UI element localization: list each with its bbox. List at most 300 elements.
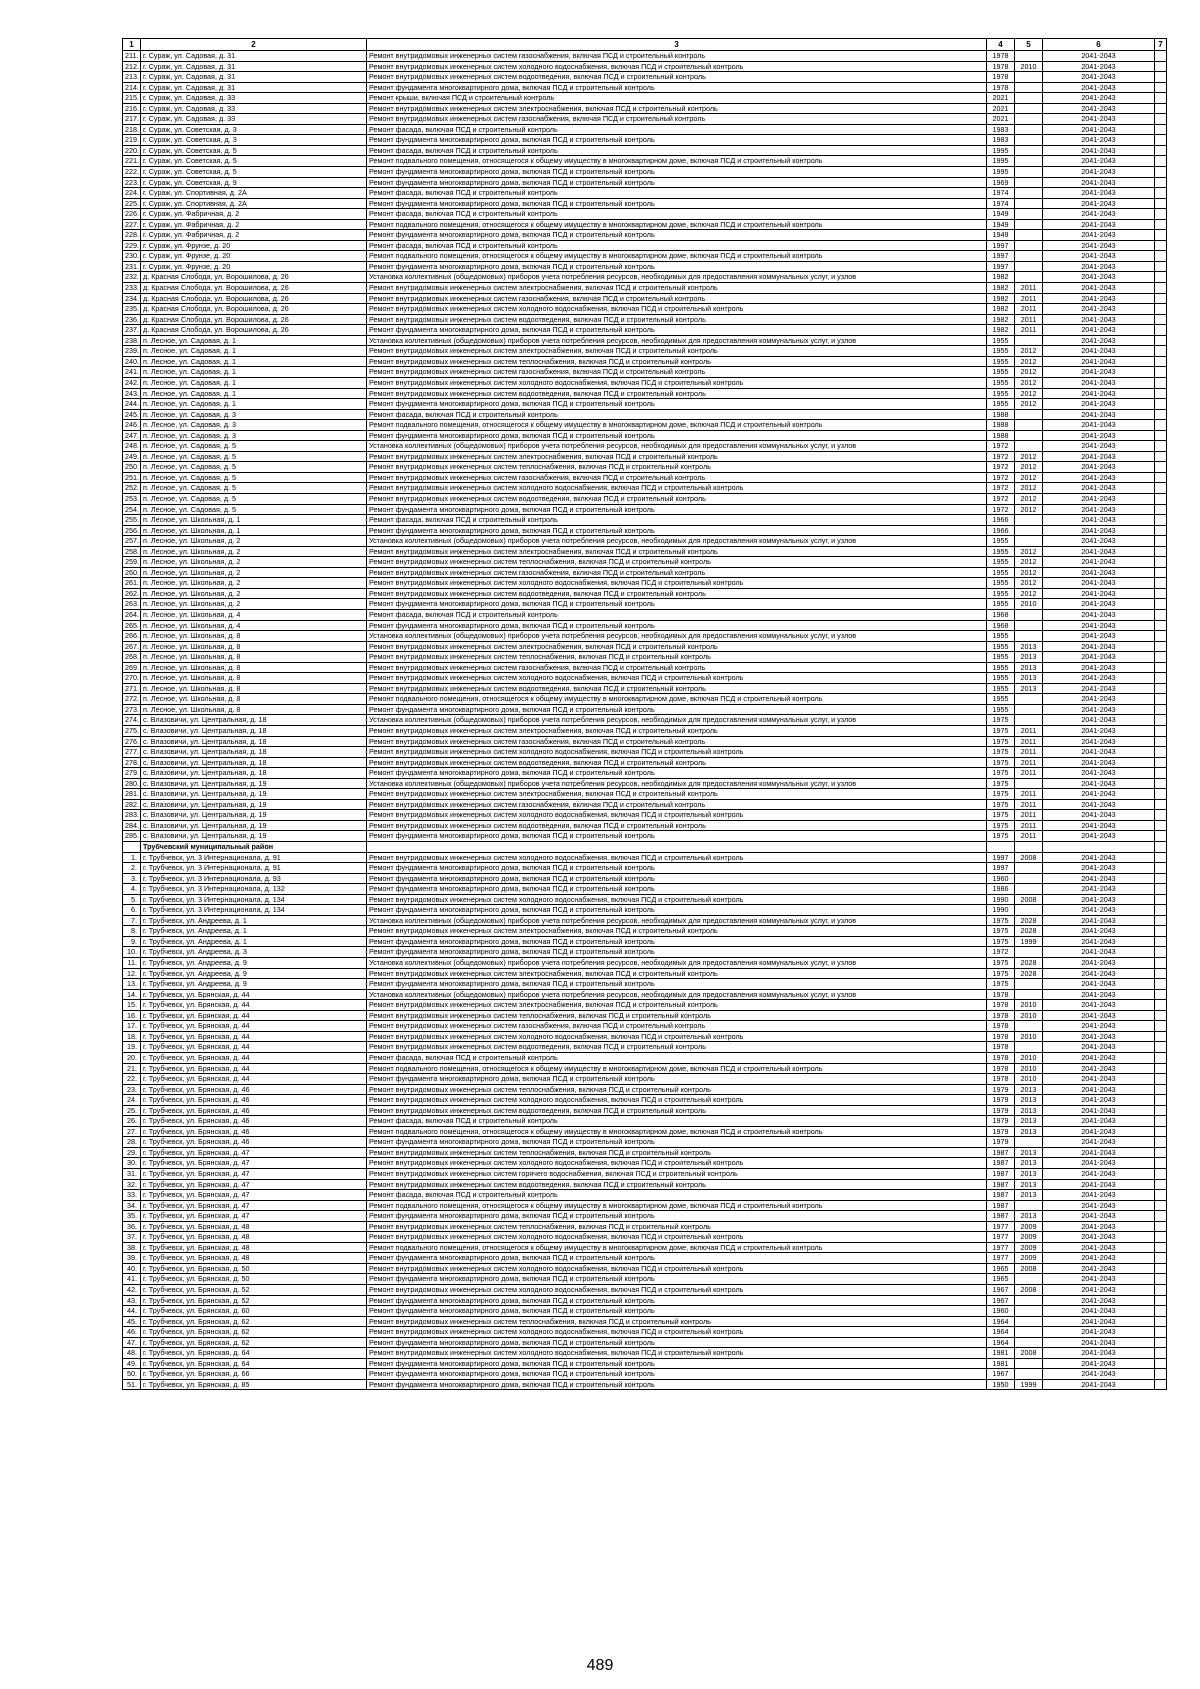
note (1155, 884, 1167, 895)
table-row (123, 356, 1167, 367)
year-built: 1990 (987, 905, 1015, 916)
row-number: 216. (123, 103, 141, 114)
row-number: 269. (123, 662, 141, 673)
table-row (123, 188, 1167, 199)
last-repair-year (1015, 114, 1043, 125)
planned-period: 2041-2043 (1043, 1168, 1155, 1179)
work-type: Ремонт фундамента многоквартирного дома, включая ПСД и строительный контроль (367, 1379, 987, 1390)
year-built: 1981 (987, 1358, 1015, 1369)
address: г. Трубчевск, ул. Андреева, д. 9 (141, 979, 367, 990)
table-row (123, 852, 1167, 863)
note (1155, 441, 1167, 452)
row-number: 29. (123, 1147, 141, 1158)
note (1155, 293, 1167, 304)
note (1155, 61, 1167, 72)
table-row (123, 1179, 1167, 1190)
planned-period: 2041-2043 (1043, 979, 1155, 990)
year-built: 1997 (987, 852, 1015, 863)
year-built: 1972 (987, 947, 1015, 958)
row-number: 5. (123, 894, 141, 905)
row-number: 226. (123, 209, 141, 220)
last-repair-year: 2010 (1015, 1000, 1043, 1011)
last-repair-year: 2028 (1015, 958, 1043, 969)
planned-period: 2041-2043 (1043, 304, 1155, 315)
address: г. Трубчевск, ул. Брянская, д. 46 (141, 1137, 367, 1148)
table-row (123, 1221, 1167, 1232)
planned-period: 2041-2043 (1043, 1105, 1155, 1116)
work-type: Ремонт внутридомовых инженерных систем газоснабжения, включая ПСД и строительный контроль (367, 736, 987, 747)
note (1155, 915, 1167, 926)
note (1155, 188, 1167, 199)
row-number: 25. (123, 1105, 141, 1116)
last-repair-year: 2012 (1015, 346, 1043, 357)
year-built: 1983 (987, 124, 1015, 135)
table-row (123, 483, 1167, 494)
year-built: 1969 (987, 177, 1015, 188)
year-built: 1972 (987, 493, 1015, 504)
planned-period: 2041-2043 (1043, 968, 1155, 979)
column-header-4: 4 (987, 39, 1015, 51)
last-repair-year (1015, 188, 1043, 199)
last-repair-year: 2010 (1015, 599, 1043, 610)
planned-period: 2041-2043 (1043, 1031, 1155, 1042)
address: г. Трубчевск, ул. 3 Интернационала, д. 91 (141, 863, 367, 874)
table-row (123, 810, 1167, 821)
year-built: 1977 (987, 1232, 1015, 1243)
note (1155, 662, 1167, 673)
address: п. Лесное, ул. Школьная, д. 8 (141, 662, 367, 673)
row-number: 211. (123, 51, 141, 62)
year-built: 1978 (987, 1010, 1015, 1021)
address: г. Трубчевск, ул. Брянская, д. 64 (141, 1348, 367, 1359)
work-type: Ремонт внутридомовых инженерных систем электроснабжения, включая ПСД и строительный контроль (367, 283, 987, 294)
address: г. Трубчевск, ул. Брянская, д. 47 (141, 1211, 367, 1222)
row-number: 239. (123, 346, 141, 357)
year-built: 1987 (987, 1168, 1015, 1179)
row-number: 213. (123, 72, 141, 83)
row-number: 270. (123, 673, 141, 684)
table-row (123, 1074, 1167, 1085)
note (1155, 325, 1167, 336)
table-row (123, 420, 1167, 431)
note (1155, 926, 1167, 937)
last-repair-year (1015, 430, 1043, 441)
table-row (123, 1000, 1167, 1011)
last-repair-year: 2012 (1015, 567, 1043, 578)
table-row (123, 1211, 1167, 1222)
row-number: 256. (123, 525, 141, 536)
row-number: 26. (123, 1116, 141, 1127)
table-row (123, 704, 1167, 715)
planned-period: 2041-2043 (1043, 609, 1155, 620)
address: г. Сураж, ул. Садовая, д. 31 (141, 51, 367, 62)
table-row (123, 546, 1167, 557)
column-header-5: 5 (1015, 39, 1043, 51)
address: г. Трубчевск, ул. Андреева, д. 1 (141, 936, 367, 947)
last-repair-year: 2011 (1015, 304, 1043, 315)
row-number: 266. (123, 631, 141, 642)
table-header-row (123, 39, 1167, 51)
planned-period: 2041-2043 (1043, 557, 1155, 568)
last-repair-year (1015, 1306, 1043, 1317)
year-built: 1972 (987, 462, 1015, 473)
last-repair-year (1015, 1337, 1043, 1348)
last-repair-year: 2011 (1015, 726, 1043, 737)
row-number: 262. (123, 588, 141, 599)
address: г. Трубчевск, ул. 3 Интернационала, д. 93 (141, 873, 367, 884)
last-repair-year (1015, 947, 1043, 958)
year-built: 1966 (987, 515, 1015, 526)
address: п. Лесное, ул. Школьная, д. 4 (141, 609, 367, 620)
last-repair-year (1015, 778, 1043, 789)
address: г. Трубчевск, ул. Брянская, д. 46 (141, 1095, 367, 1106)
table-row (123, 778, 1167, 789)
last-repair-year: 2009 (1015, 1242, 1043, 1253)
work-type: Установка коллективных (общедомовых) приборов учета потребления ресурсов, необходимых для предоставления коммунальных услуг, и узлов (367, 631, 987, 642)
year-built: 1955 (987, 546, 1015, 557)
table-row (123, 61, 1167, 72)
note (1155, 1316, 1167, 1327)
work-type: Ремонт внутридомовых инженерных систем холодного водоснабжения, включая ПСД и строительный контроль (367, 1031, 987, 1042)
note (1155, 810, 1167, 821)
address: п. Лесное, ул. Садовая, д. 3 (141, 409, 367, 420)
work-type: Ремонт фундамента многоквартирного дома, включая ПСД и строительный контроль (367, 1358, 987, 1369)
note (1155, 72, 1167, 83)
address: д. Красная Слобода, ул. Ворошилова, д. 26 (141, 314, 367, 325)
planned-period: 2041-2043 (1043, 472, 1155, 483)
year-built: 1978 (987, 72, 1015, 83)
work-type: Ремонт внутридомовых инженерных систем холодного водоснабжения, включая ПСД и строительный контроль (367, 578, 987, 589)
table-row (123, 873, 1167, 884)
work-type: Ремонт внутридомовых инженерных систем холодного водоснабжения, включая ПСД и строительный контроль (367, 673, 987, 684)
address: с. Влазовичи, ул. Центральная, д. 18 (141, 747, 367, 758)
year-built: 1978 (987, 61, 1015, 72)
row-number: 276. (123, 736, 141, 747)
planned-period: 2041-2043 (1043, 1295, 1155, 1306)
work-type: Ремонт внутридомовых инженерных систем газоснабжения, включая ПСД и строительный контроль (367, 51, 987, 62)
work-type: Ремонт внутридомовых инженерных систем холодного водоснабжения, включая ПСД и строительный контроль (367, 852, 987, 863)
note (1155, 525, 1167, 536)
planned-period: 2041-2043 (1043, 863, 1155, 874)
row-number: 3. (123, 873, 141, 884)
last-repair-year (1015, 536, 1043, 547)
last-repair-year (1015, 1274, 1043, 1285)
planned-period: 2041-2043 (1043, 177, 1155, 188)
row-number: 21. (123, 1063, 141, 1074)
work-type: Ремонт подвального помещения, относящегося к общему имуществу в многоквартирном доме, включая ПСД и строительный контроль (367, 1242, 987, 1253)
last-repair-year (1015, 145, 1043, 156)
planned-period: 2041-2043 (1043, 430, 1155, 441)
row-number: 261. (123, 578, 141, 589)
row-number: 274. (123, 715, 141, 726)
address: д. Красная Слобода, ул. Ворошилова, д. 26 (141, 293, 367, 304)
address: г. Сураж, ул. Садовая, д. 31 (141, 61, 367, 72)
last-repair-year: 2012 (1015, 483, 1043, 494)
planned-period: 2041-2043 (1043, 1337, 1155, 1348)
planned-period: 2041-2043 (1043, 620, 1155, 631)
address: г. Сураж, ул. Спортивная, д. 2А (141, 188, 367, 199)
planned-period: 2041-2043 (1043, 1084, 1155, 1095)
row-number: 258. (123, 546, 141, 557)
planned-period: 2041-2043 (1043, 1063, 1155, 1074)
table-row (123, 1295, 1167, 1306)
last-repair-year: 2010 (1015, 1074, 1043, 1085)
address: г. Трубчевск, ул. Брянская, д. 44 (141, 1074, 367, 1085)
row-number: 265. (123, 620, 141, 631)
address: п. Лесное, ул. Школьная, д. 1 (141, 525, 367, 536)
row-number: 225. (123, 198, 141, 209)
year-built: 1982 (987, 283, 1015, 294)
address: г. Сураж, ул. Спортивная, д. 2А (141, 198, 367, 209)
work-type: Ремонт фасада, включая ПСД и строительный контроль (367, 240, 987, 251)
row-number: 278. (123, 757, 141, 768)
last-repair-year (1015, 135, 1043, 146)
planned-period: 2041-2043 (1043, 335, 1155, 346)
year-built: 1975 (987, 747, 1015, 758)
year-built: 1982 (987, 293, 1015, 304)
year-built: 1955 (987, 662, 1015, 673)
year-built: 1987 (987, 1211, 1015, 1222)
planned-period: 2041-2043 (1043, 1042, 1155, 1053)
year-built: 1967 (987, 1295, 1015, 1306)
year-built: 2021 (987, 103, 1015, 114)
work-type: Ремонт фундамента многоквартирного дома, включая ПСД и строительный контроль (367, 135, 987, 146)
row-number: 51. (123, 1379, 141, 1390)
address: г. Трубчевск, ул. Андреева, д. 9 (141, 958, 367, 969)
address: п. Лесное, ул. Садовая, д. 3 (141, 430, 367, 441)
row-number: 236. (123, 314, 141, 325)
address: п. Лесное, ул. Школьная, д. 8 (141, 694, 367, 705)
note (1155, 430, 1167, 441)
column-header-6: 6 (1043, 39, 1155, 51)
planned-period: 2041-2043 (1043, 926, 1155, 937)
work-type: Ремонт внутридомовых инженерных систем электроснабжения, включая ПСД и строительный контроль (367, 546, 987, 557)
address: г. Трубчевск, ул. Брянская, д. 50 (141, 1263, 367, 1274)
row-number: 47. (123, 1337, 141, 1348)
planned-period: 2041-2043 (1043, 230, 1155, 241)
planned-period: 2041-2043 (1043, 61, 1155, 72)
address: г. Трубчевск, ул. Брянская, д. 46 (141, 1116, 367, 1127)
table-row (123, 1379, 1167, 1390)
note (1155, 609, 1167, 620)
note (1155, 747, 1167, 758)
row-number: 40. (123, 1263, 141, 1274)
address: п. Лесное, ул. Школьная, д. 4 (141, 620, 367, 631)
planned-period: 2041-2043 (1043, 114, 1155, 125)
table-row (123, 1158, 1167, 1169)
year-built: 1955 (987, 599, 1015, 610)
note (1155, 1200, 1167, 1211)
last-repair-year (1015, 124, 1043, 135)
year-built: 1955 (987, 631, 1015, 642)
table-row (123, 167, 1167, 178)
planned-period: 2041-2043 (1043, 82, 1155, 93)
address: п. Лесное, ул. Садовая, д. 3 (141, 420, 367, 431)
row-number: 35. (123, 1211, 141, 1222)
planned-period: 2041-2043 (1043, 493, 1155, 504)
row-number: 34. (123, 1200, 141, 1211)
last-repair-year: 2013 (1015, 1158, 1043, 1169)
address: г. Сураж, ул. Садовая, д. 33 (141, 114, 367, 125)
planned-period: 2041-2043 (1043, 219, 1155, 230)
table-row (123, 1147, 1167, 1158)
note (1155, 1000, 1167, 1011)
table-row (123, 884, 1167, 895)
year-built: 1975 (987, 915, 1015, 926)
note (1155, 388, 1167, 399)
last-repair-year: 2010 (1015, 61, 1043, 72)
table-row (123, 620, 1167, 631)
last-repair-year: 1999 (1015, 1379, 1043, 1390)
address: п. Лесное, ул. Садовая, д. 5 (141, 493, 367, 504)
planned-period: 2041-2043 (1043, 1242, 1155, 1253)
address: п. Лесное, ул. Садовая, д. 5 (141, 504, 367, 515)
work-type: Ремонт внутридомовых инженерных систем водоотведения, включая ПСД и строительный контроль (367, 757, 987, 768)
last-repair-year (1015, 230, 1043, 241)
planned-period: 2041-2043 (1043, 1348, 1155, 1359)
table-row (123, 536, 1167, 547)
work-type: Ремонт фундамента многоквартирного дома, включая ПСД и строительный контроль (367, 198, 987, 209)
work-type: Ремонт внутридомовых инженерных систем газоснабжения, включая ПСД и строительный контроль (367, 799, 987, 810)
note (1155, 1052, 1167, 1063)
last-repair-year: 2010 (1015, 1010, 1043, 1021)
address: г. Сураж, ул. Фрунзе, д. 20 (141, 261, 367, 272)
table-row (123, 219, 1167, 230)
work-type: Ремонт фасада, включая ПСД и строительный контроль (367, 515, 987, 526)
planned-period: 2041-2043 (1043, 936, 1155, 947)
work-type: Ремонт фундамента многоквартирного дома, включая ПСД и строительный контроль (367, 1274, 987, 1285)
planned-period: 2041-2043 (1043, 209, 1155, 220)
note (1155, 177, 1167, 188)
row-number: 17. (123, 1021, 141, 1032)
table-row (123, 958, 1167, 969)
row-number: 1. (123, 852, 141, 863)
note (1155, 493, 1167, 504)
row-number: 242. (123, 377, 141, 388)
row-number: 222. (123, 167, 141, 178)
address: г. Трубчевск, ул. Брянская, д. 44 (141, 1063, 367, 1074)
last-repair-year (1015, 409, 1043, 420)
work-type: Ремонт фундамента многоквартирного дома, включая ПСД и строительный контроль (367, 884, 987, 895)
address: п. Лесное, ул. Садовая, д. 1 (141, 356, 367, 367)
address: с. Влазовичи, ул. Центральная, д. 18 (141, 715, 367, 726)
table-row (123, 1116, 1167, 1127)
table-row (123, 599, 1167, 610)
table-row (123, 209, 1167, 220)
table-row (123, 567, 1167, 578)
last-repair-year: 2011 (1015, 757, 1043, 768)
year-built: 1960 (987, 873, 1015, 884)
work-type: Ремонт внутридомовых инженерных систем холодного водоснабжения, включая ПСД и строительный контроль (367, 1327, 987, 1338)
year-built: 1978 (987, 1042, 1015, 1053)
last-repair-year: 2012 (1015, 588, 1043, 599)
note (1155, 1306, 1167, 1317)
address: с. Влазовичи, ул. Центральная, д. 18 (141, 768, 367, 779)
note (1155, 156, 1167, 167)
planned-period: 2041-2043 (1043, 409, 1155, 420)
last-repair-year: 2011 (1015, 810, 1043, 821)
table-row (123, 609, 1167, 620)
work-type: Ремонт внутридомовых инженерных систем газоснабжения, включая ПСД и строительный контроль (367, 567, 987, 578)
last-repair-year: 2012 (1015, 451, 1043, 462)
table-row (123, 1253, 1167, 1264)
last-repair-year: 2012 (1015, 557, 1043, 568)
note (1155, 135, 1167, 146)
year-built: 1955 (987, 557, 1015, 568)
row-number: 285. (123, 831, 141, 842)
address: п. Лесное, ул. Школьная, д. 2 (141, 557, 367, 568)
work-type: Ремонт внутридомовых инженерных систем холодного водоснабжения, включая ПСД и строительный контроль (367, 1348, 987, 1359)
planned-period: 2041-2043 (1043, 704, 1155, 715)
planned-period: 2041-2043 (1043, 1052, 1155, 1063)
note (1155, 852, 1167, 863)
work-type: Ремонт внутридомовых инженерных систем газоснабжения, включая ПСД и строительный контроль (367, 367, 987, 378)
table-row (123, 293, 1167, 304)
row-number: 231. (123, 261, 141, 272)
row-number: 255. (123, 515, 141, 526)
work-type: Ремонт подвального помещения, относящегося к общему имуществу в многоквартирном доме, включая ПСД и строительный контроль (367, 1200, 987, 1211)
work-type: Установка коллективных (общедомовых) приборов учета потребления ресурсов, необходимых для предоставления коммунальных услуг, и узлов (367, 715, 987, 726)
row-number: 9. (123, 936, 141, 947)
row-number: 281. (123, 789, 141, 800)
planned-period: 2041-2043 (1043, 515, 1155, 526)
last-repair-year: 2013 (1015, 1147, 1043, 1158)
last-repair-year (1015, 989, 1043, 1000)
work-type: Ремонт фундамента многоквартирного дома, включая ПСД и строительный контроль (367, 177, 987, 188)
work-type: Ремонт внутридомовых инженерных систем теплоснабжения, включая ПСД и строительный контроль (367, 1010, 987, 1021)
last-repair-year: 2013 (1015, 1095, 1043, 1106)
year-built: 1978 (987, 82, 1015, 93)
year-built: 1975 (987, 778, 1015, 789)
year-built: 1997 (987, 261, 1015, 272)
year-built: 1978 (987, 1052, 1015, 1063)
year-built: 1955 (987, 641, 1015, 652)
section-title: Трубчевский муниципальный район (141, 842, 367, 853)
planned-period: 2041-2043 (1043, 799, 1155, 810)
work-type: Ремонт фасада, включая ПСД и строительный контроль (367, 609, 987, 620)
year-built: 1965 (987, 1274, 1015, 1285)
row-number: 7. (123, 915, 141, 926)
address: г. Сураж, ул. Фабричная, д. 2 (141, 209, 367, 220)
planned-period: 2041-2043 (1043, 1358, 1155, 1369)
row-number: 217. (123, 114, 141, 125)
last-repair-year (1015, 620, 1043, 631)
planned-period: 2041-2043 (1043, 1221, 1155, 1232)
address: г. Сураж, ул. Фабричная, д. 2 (141, 219, 367, 230)
work-type: Ремонт внутридомовых инженерных систем электроснабжения, включая ПСД и строительный контроль (367, 926, 987, 937)
note (1155, 1284, 1167, 1295)
address: г. Трубчевск, ул. Брянская, д. 52 (141, 1295, 367, 1306)
table-row (123, 578, 1167, 589)
last-repair-year (1015, 420, 1043, 431)
year-built: 1975 (987, 958, 1015, 969)
planned-period: 2041-2043 (1043, 1369, 1155, 1380)
note (1155, 1168, 1167, 1179)
year-built: 1955 (987, 588, 1015, 599)
note (1155, 1074, 1167, 1085)
table-row (123, 1306, 1167, 1317)
work-type: Ремонт внутридомовых инженерных систем электроснабжения, включая ПСД и строительный контроль (367, 103, 987, 114)
work-type: Ремонт внутридомовых инженерных систем водоотведения, включая ПСД и строительный контроль (367, 683, 987, 694)
row-number: 227. (123, 219, 141, 230)
year-built: 1955 (987, 673, 1015, 684)
row-number: 30. (123, 1158, 141, 1169)
table-row (123, 557, 1167, 568)
work-type: Ремонт внутридомовых инженерных систем водоотведения, включая ПСД и строительный контроль (367, 493, 987, 504)
row-number: 215. (123, 93, 141, 104)
table-row (123, 388, 1167, 399)
row-number: 212. (123, 61, 141, 72)
